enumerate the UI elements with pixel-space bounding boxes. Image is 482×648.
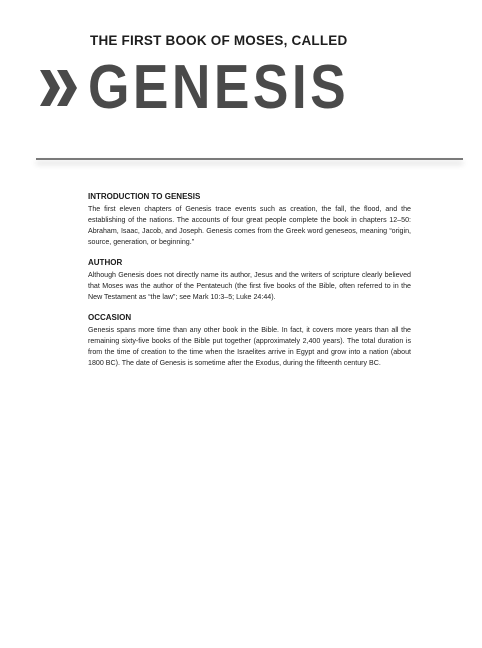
section-heading: AUTHOR [88, 258, 123, 267]
section-occasion [88, 312, 411, 369]
book-kicker: THE FIRST BOOK OF MOSES, CALLED [90, 33, 348, 48]
section-body: Although Genesis does not directly name its author, Jesus and the writers of scripture clearly believed that Moses was the author of the Pentateuch (the first five books of the Bible, often referred to in the New Testament as “the law”; see Mark 10:3–5; Luke 24:44). [88, 271, 411, 301]
double-chevron-right-icon [38, 68, 80, 108]
section-body: The first eleven chapters of Genesis trace events such as creation, the fall, the flood, and the establishing of the nations. The accounts of four great people complete the book in chapters 12–50: Abraham, Isaac, Jacob, and Joseph. Genesis comes from the Greek word geneseos, meaning “origin, source, generation, or beginning.” [88, 205, 411, 246]
section-author [88, 257, 411, 303]
section-introduction [88, 191, 411, 248]
book-title: GENESIS [88, 53, 350, 122]
section-heading: OCCASION [88, 313, 132, 322]
section-body: Genesis spans more time than any other book in the Bible. In fact, it covers more years than all the remaining sixty-five books of the Bible put together (approximately 2,400 years). The total duration is from the time of creation to the time when the Israelites arrive in Egypt and grow into a nation (about 1800 BC). The date of Genesis is sometime after the Exodus, during the fifteenth century BC. [88, 326, 411, 367]
section-heading: INTRODUCTION TO GENESIS [88, 192, 201, 201]
book-introduction [88, 191, 411, 378]
header-divider [36, 158, 463, 160]
